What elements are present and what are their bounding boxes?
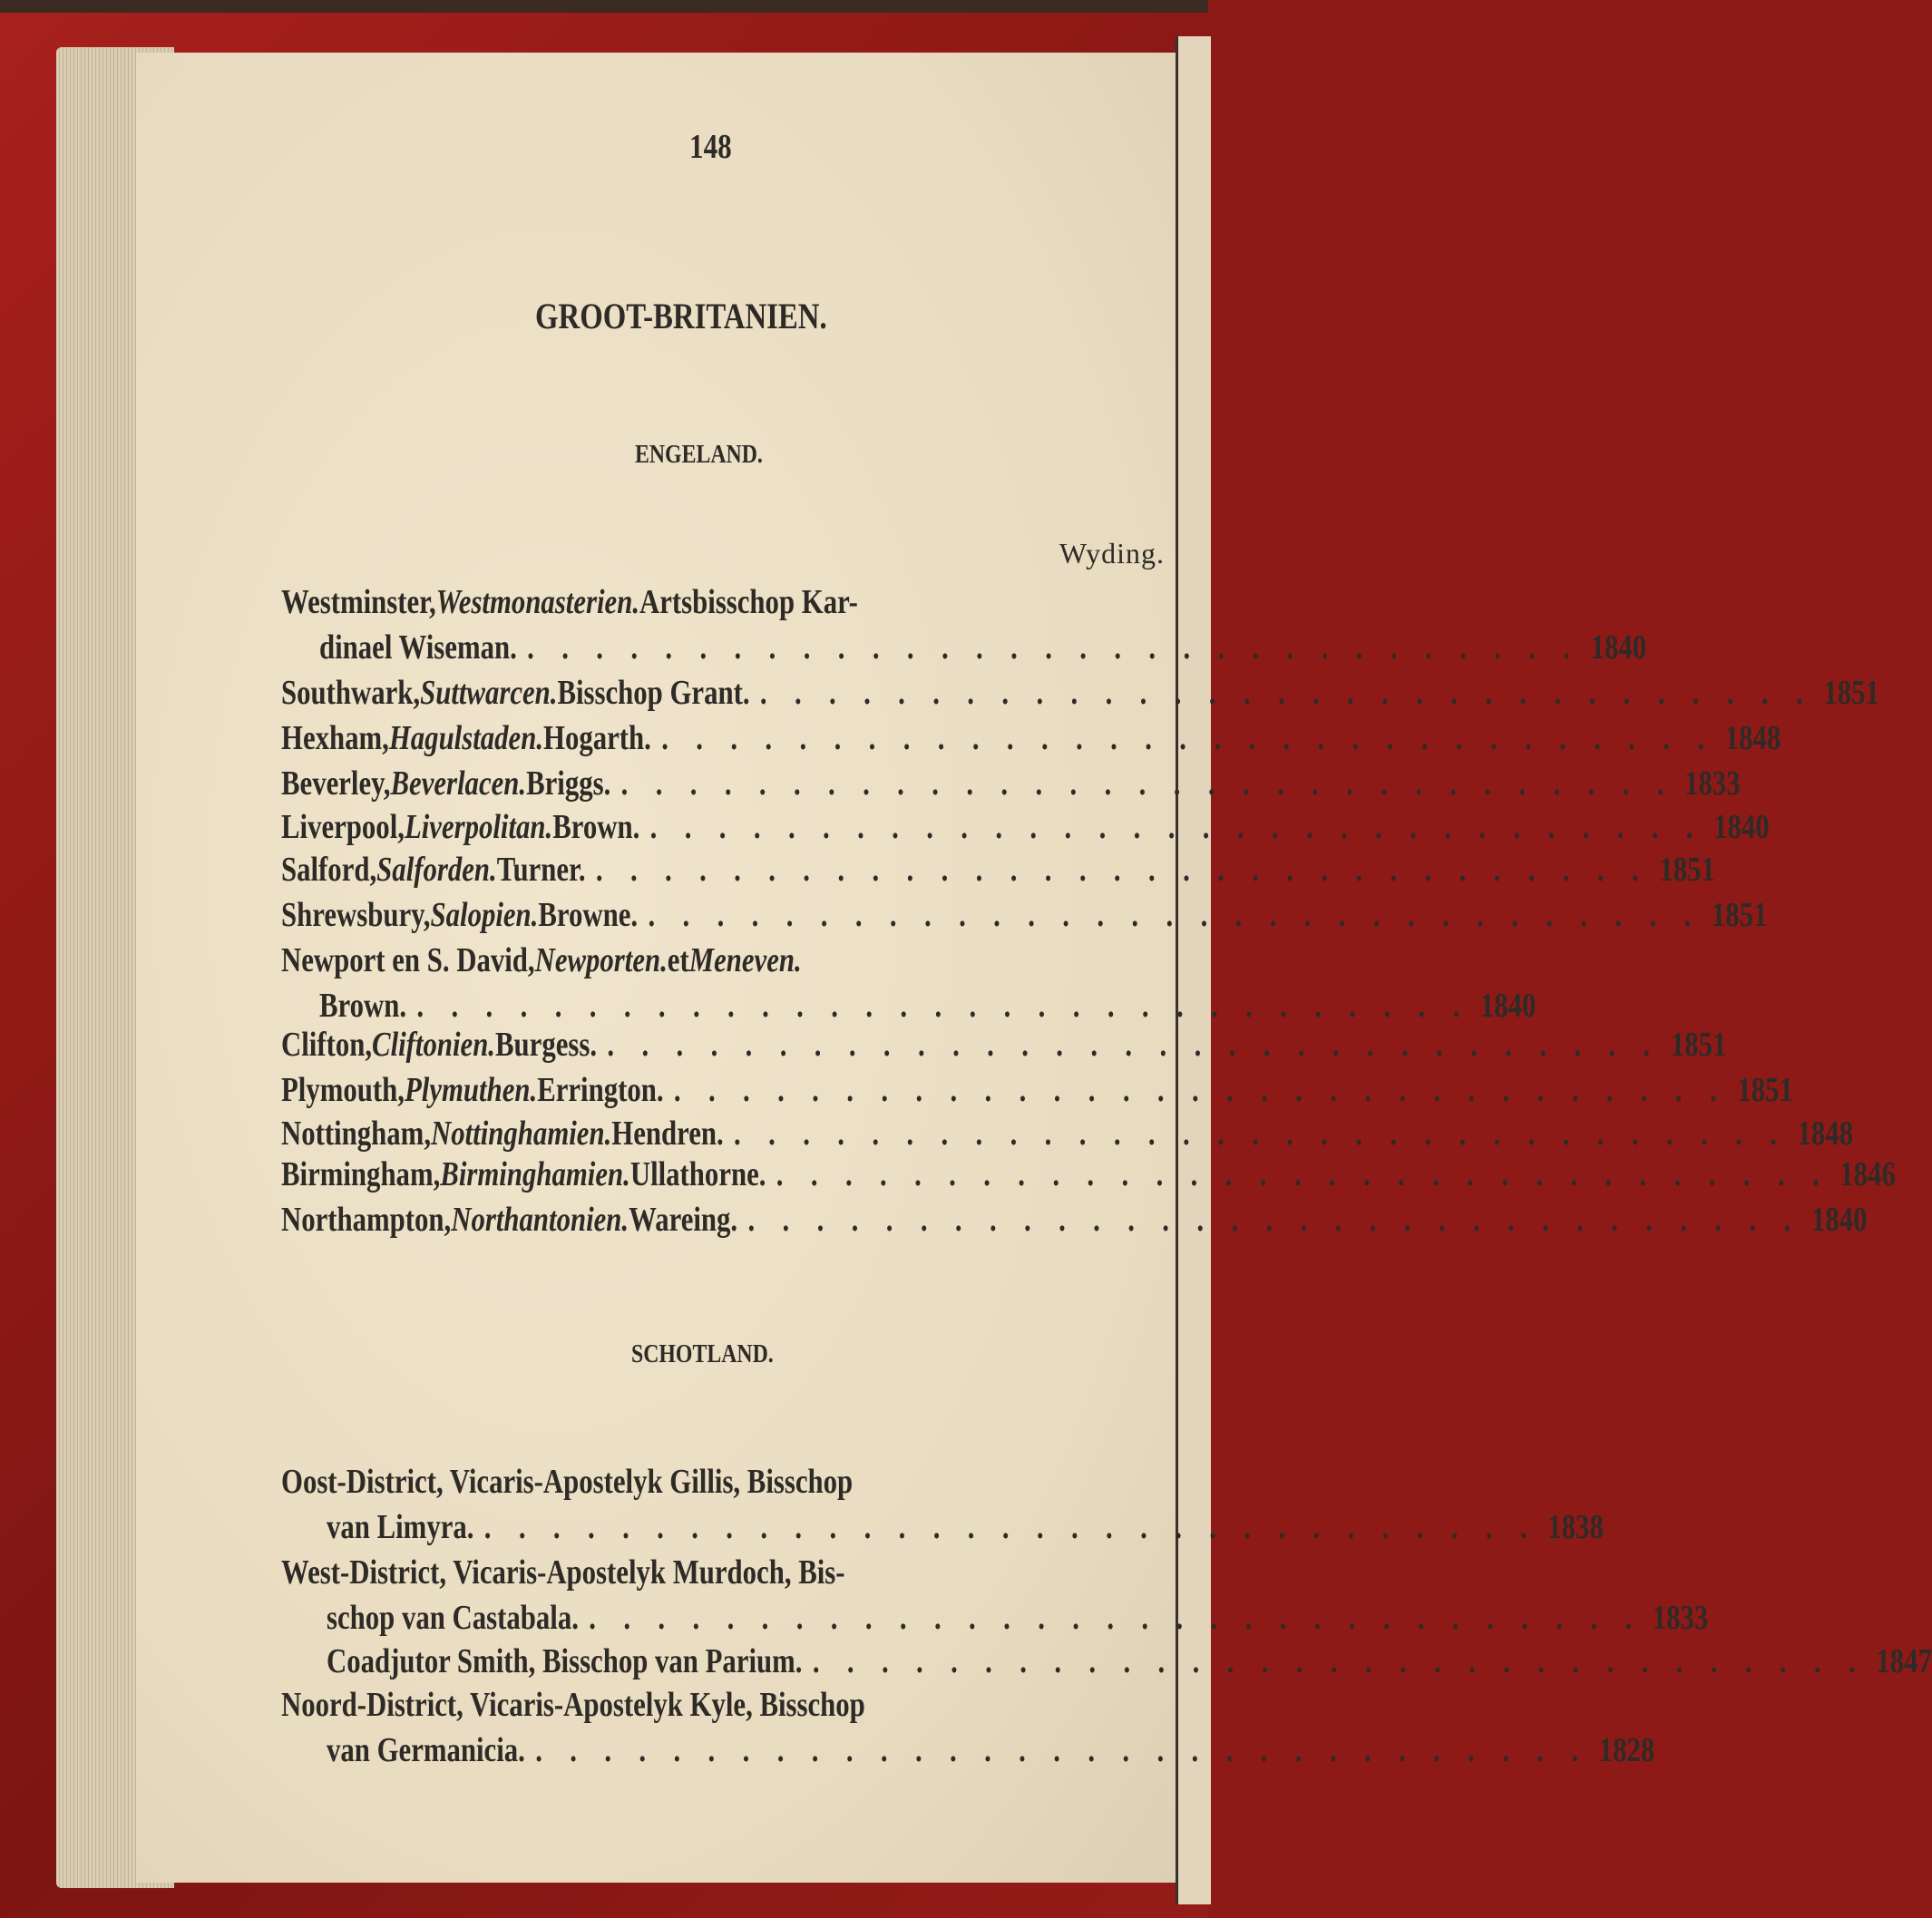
- column-header-wyding: Wyding.: [1059, 537, 1165, 570]
- entry-text: Briggs.: [526, 764, 611, 803]
- consecration-year: 1848: [1724, 719, 1781, 757]
- consecration-year: 1847: [1876, 1642, 1932, 1680]
- consecration-year: 1851: [1670, 1026, 1727, 1064]
- consecration-year: 1851: [1711, 896, 1768, 934]
- latin-diocese-name: Westmonasterien.: [435, 583, 640, 621]
- entry-line: [281, 1070, 1793, 1115]
- dot-leader: . . . . . . . . . . . . . . . . . . . . . . . . . . . . . . .: [673, 1071, 1728, 1109]
- consecration-year: 1840: [1810, 1201, 1868, 1239]
- entry-text: schop van Castabala.: [327, 1599, 579, 1637]
- entry-line: [281, 718, 1781, 764]
- entry-line: [281, 940, 1170, 986]
- dot-leader: . . . . . . . . . . . . . . . . . . . . . . . . . . . . . . .: [416, 987, 1470, 1025]
- entry-line: [281, 673, 1879, 718]
- dot-leader: . . . . . . . . . . . . . . . . . . . . . . . . . . . . . . .: [759, 674, 1814, 712]
- entry-text: Turner.: [496, 851, 586, 889]
- entry-text: Shrewsbury,: [281, 896, 431, 934]
- entry-text: Salford,: [281, 851, 377, 889]
- dot-leader: . . . . . . . . . . . . . . . . . . . . . . . . . . . . . . .: [648, 896, 1702, 934]
- entry-line: [281, 582, 1170, 628]
- entry-text: Nottingham,: [281, 1115, 432, 1153]
- entry-text: Liverpool,: [281, 808, 405, 846]
- entry-line: [281, 895, 1768, 940]
- dot-leader: . . . . . . . . . . . . . . . . . . . . . . . . . . . . . . .: [595, 851, 1650, 889]
- latin-diocese-name: Newporten.: [534, 941, 668, 979]
- entry-text: Hendren.: [611, 1115, 724, 1153]
- dot-leader: . . . . . . . . . . . . . . . . . . . . . . . . . . . . . . .: [527, 628, 1581, 667]
- consecration-year: 1846: [1839, 1155, 1896, 1193]
- entry-line: [281, 1553, 1170, 1598]
- entry-line: [281, 807, 1770, 852]
- entry-text: Noord-District, Vicaris-Apostelyk Kyle, Bisschop: [281, 1686, 865, 1724]
- page-title: GROOT-BRITANIEN.: [535, 296, 827, 336]
- dot-leader: . . . . . . . . . . . . . . . . . . . . . . . . . . . . . . .: [535, 1731, 1589, 1769]
- dot-leader: . . . . . . . . . . . . . . . . . . . . . . . . . . . . . . .: [649, 808, 1703, 846]
- entry-text: Artsbisschop Kar-: [639, 583, 858, 621]
- latin-diocese-name: Cliftonien.: [372, 1026, 496, 1064]
- dot-leader: . . . . . . . . . . . . . . . . . . . . . . . . . . . . . . .: [812, 1642, 1866, 1680]
- entry-line: [327, 1598, 1709, 1643]
- entry-text: Browne.: [538, 896, 639, 934]
- latin-diocese-name: Northantonien.: [451, 1201, 629, 1239]
- consecration-year: 1851: [1823, 674, 1879, 712]
- entry-text: Clifton,: [281, 1026, 373, 1064]
- consecration-year: 1838: [1547, 1508, 1604, 1546]
- latin-diocese-name: Plymuthen.: [404, 1071, 538, 1109]
- entry-line: [327, 1730, 1655, 1776]
- section-heading-schotland: SCHOTLAND.: [631, 1340, 774, 1368]
- entry-text: Beverley,: [281, 764, 391, 803]
- consecration-year: 1828: [1598, 1731, 1655, 1769]
- entry-text: Westminster,: [281, 583, 436, 621]
- entry-text: Hexham,: [281, 719, 389, 757]
- entry-text: Plymouth,: [281, 1071, 405, 1109]
- latin-diocese-name: Beverlacen.: [390, 764, 527, 803]
- consecration-year: 1848: [1797, 1115, 1854, 1153]
- dot-leader: . . . . . . . . . . . . . . . . . . . . . . . . . . . . . . .: [483, 1508, 1537, 1546]
- entry-text: Wareing.: [629, 1201, 738, 1239]
- dot-leader: . . . . . . . . . . . . . . . . . . . . . . . . . . . . . . .: [776, 1155, 1830, 1193]
- entry-text: van Germanicia.: [327, 1731, 525, 1769]
- dot-leader: . . . . . . . . . . . . . . . . . . . . . . . . . . . . . . .: [661, 719, 1715, 757]
- entry-text: Southwark,: [281, 674, 421, 712]
- entry-text: Oost-District, Vicaris-Apostelyk Gillis, Bisschop: [281, 1463, 854, 1501]
- entry-line: [281, 1200, 1868, 1245]
- entry-text: dinael Wiseman.: [319, 628, 517, 667]
- entry-text: West-District, Vicaris-Apostelyk Murdoch, Bis-: [281, 1553, 845, 1592]
- entry-text: Ullathorne.: [629, 1155, 766, 1193]
- entry-line: [281, 764, 1741, 809]
- entry-line: [281, 1685, 1170, 1730]
- consecration-year: 1851: [1737, 1071, 1793, 1109]
- latin-diocese-name: Salforden.: [376, 851, 497, 889]
- entry-line: [281, 850, 1715, 895]
- entry-line: [327, 1641, 1932, 1687]
- latin-diocese-name: Liverpolitan.: [404, 808, 553, 846]
- page-number: 148: [689, 128, 732, 166]
- consecration-year: 1840: [1590, 628, 1647, 667]
- latin-diocese-name: Salopien.: [430, 896, 539, 934]
- entry-text: Errington.: [537, 1071, 664, 1109]
- entry-text: Northampton,: [281, 1201, 452, 1239]
- entry-line: [281, 1462, 1170, 1507]
- latin-diocese-name: Meneven.: [688, 941, 802, 979]
- entry-line: [281, 1114, 1854, 1159]
- consecration-year: 1840: [1479, 987, 1537, 1025]
- entry-text: Coadjutor Smith, Bisschop van Parium.: [327, 1642, 803, 1680]
- consecration-year: 1833: [1652, 1599, 1709, 1637]
- latin-diocese-name: Hagulstaden.: [388, 719, 544, 757]
- dot-leader: . . . . . . . . . . . . . . . . . . . . . . . . . . . . . . .: [607, 1026, 1661, 1064]
- section-heading-engeland: ENGELAND.: [635, 441, 763, 469]
- background-edge: [0, 0, 1208, 13]
- dot-leader: . . . . . . . . . . . . . . . . . . . . . . . . . . . . . . .: [589, 1599, 1643, 1637]
- entry-text: Newport en S. David,: [281, 941, 535, 979]
- consecration-year: 1833: [1684, 764, 1741, 803]
- dot-leader: . . . . . . . . . . . . . . . . . . . . . . . . . . . . . . .: [620, 764, 1674, 803]
- consecration-year: 1840: [1713, 808, 1770, 846]
- consecration-year: 1851: [1659, 851, 1715, 889]
- dot-leader: . . . . . . . . . . . . . . . . . . . . . . . . . . . . . . .: [747, 1201, 1801, 1239]
- entry-text: Birmingham,: [281, 1155, 441, 1193]
- entry-text: et: [667, 941, 689, 979]
- entry-text: Brown.: [552, 808, 640, 846]
- entry-text: Burgess.: [495, 1026, 598, 1064]
- latin-diocese-name: Suttwarcen.: [420, 674, 558, 712]
- entry-text: Hogarth.: [543, 719, 651, 757]
- latin-diocese-name: Birminghamien.: [440, 1155, 630, 1193]
- entry-text: van Limyra.: [327, 1508, 474, 1546]
- dot-leader: . . . . . . . . . . . . . . . . . . . . . . . . . . . . . . .: [734, 1115, 1788, 1153]
- entry-line: [327, 1507, 1604, 1553]
- entry-line: [281, 1025, 1727, 1070]
- entry-text: Brown.: [319, 987, 407, 1025]
- entry-text: Bisschop Grant.: [557, 674, 750, 712]
- entry-line: [281, 1154, 1896, 1200]
- latin-diocese-name: Nottinghamien.: [431, 1115, 612, 1153]
- entry-line: [319, 628, 1647, 673]
